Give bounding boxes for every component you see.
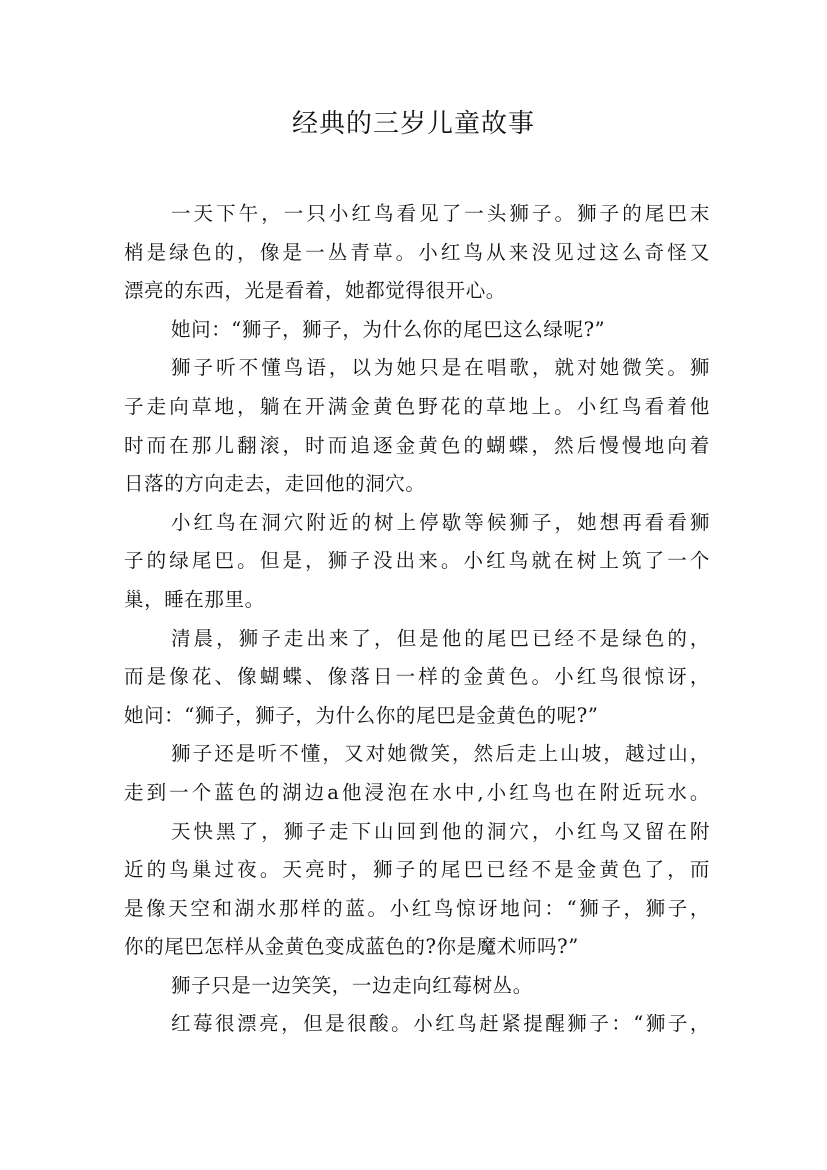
- text-line: 巢，睡在那里。: [124, 587, 265, 611]
- text-line: 天快黑了，狮子走下山回到他的洞穴，小红鸟又留在附: [171, 819, 710, 843]
- text-line: 是像天空和湖水那样的蓝。小红鸟惊讶地问：“狮子，狮子，: [124, 896, 710, 920]
- text-line: 她问：“狮子，狮子，为什么你的尾巴是金黄色的呢?”: [124, 703, 599, 727]
- text-line: 日落的方向走去，走回他的洞穴。: [124, 472, 426, 496]
- text-line: 近的鸟巢过夜。天亮时，狮子的尾巴已经不是金黄色了，而: [124, 858, 710, 882]
- text-line: 漂亮的东西，光是看着，她都觉得很开心。: [124, 279, 506, 303]
- text-line: 走到一个蓝色的湖边a他浸泡在水中,小红鸟也在附近玩水。: [124, 780, 710, 804]
- text-line: 子走向草地，躺在开满金黄色野花的草地上。小红鸟看着他: [124, 394, 710, 418]
- text-line: 梢是绿色的，像是一丛青草。小红鸟从来没见过这么奇怪又: [124, 240, 710, 264]
- text-line: 狮子只是一边笑笑，一边走向红莓树丛。: [171, 973, 533, 997]
- text-line: 清晨，狮子走出来了，但是他的尾巴已经不是绿色的，: [171, 626, 710, 650]
- text-line: 红莓很漂亮，但是很酸。小红鸟赶紧提醒狮子：“狮子，: [171, 1012, 710, 1036]
- text-line: 而是像花、像蝴蝶、像落日一样的金黄色。小红鸟很惊讶，: [124, 665, 710, 689]
- text-line: 狮子还是听不懂，又对她微笑，然后走上山坡，越过山，: [171, 742, 710, 766]
- text-line: 时而在那儿翻滚，时而追逐金黄色的蝴蝶，然后慢慢地向着: [124, 433, 710, 457]
- text-line: 小红鸟在洞穴附近的树上停歇等候狮子，她想再看看狮: [171, 510, 710, 534]
- document-body: [124, 195, 710, 1044]
- text-line: 一天下午，一只小红鸟看见了一头狮子。狮子的尾巴末: [171, 202, 710, 225]
- text-line: 她问：“狮子，狮子，为什么你的尾巴这么绿呢?”: [171, 317, 606, 341]
- text-line: 你的尾巴怎样从金黄色变成蓝色的?你是魔术师吗?”: [124, 935, 579, 959]
- text-line: 子的绿尾巴。但是，狮子没出来。小红鸟就在树上筑了一个: [124, 549, 710, 573]
- text-line: 狮子听不懂鸟语，以为她只是在唱歌，就对她微笑。狮: [171, 356, 710, 380]
- document-title: 经典的三岁儿童故事: [291, 109, 535, 139]
